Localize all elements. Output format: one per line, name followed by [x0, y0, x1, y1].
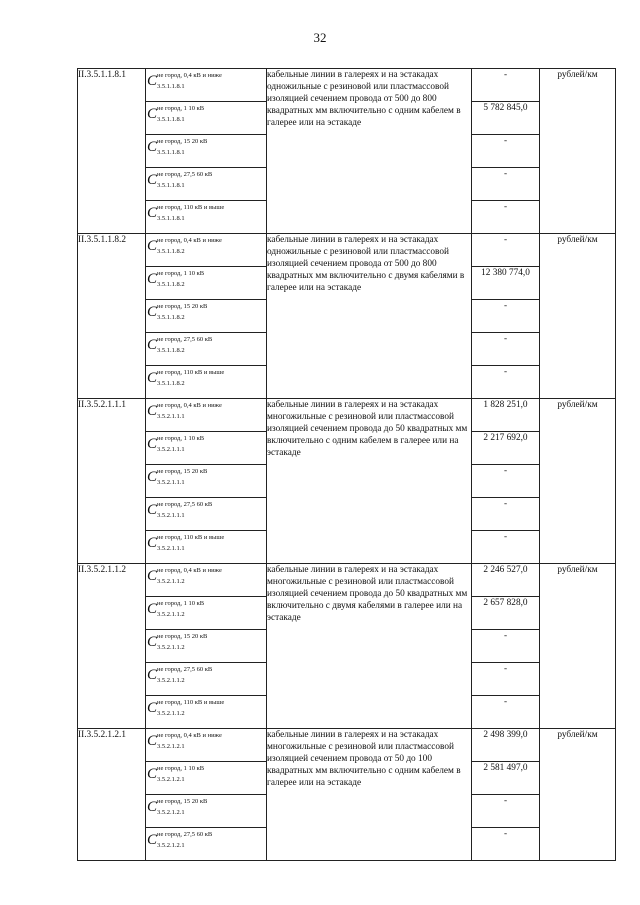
rate-value: - [472, 465, 540, 498]
symbol-subscript: 3.5.2.1.1.2 [157, 644, 185, 651]
symbol-subscript: 3.5.1.1.8.2 [157, 347, 185, 354]
symbol-subscript: 3.5.1.1.8.1 [157, 215, 185, 222]
rate-symbol [146, 762, 267, 795]
c-symbol: C [147, 832, 158, 848]
rate-value: - [472, 498, 540, 531]
c-symbol: C [147, 304, 158, 320]
rate-value: - [472, 366, 540, 399]
unit-label: рублей/км [540, 729, 616, 861]
c-symbol: C [147, 337, 158, 353]
item-description: кабельные линии в галереях и на эстакадах многожильные с резиновой или пластмассовой изоляцией сечением провода до 50 квадратных мм включительно с одним кабелем в галерее или на эстакаде [267, 399, 472, 564]
c-symbol: C [147, 73, 158, 89]
c-symbol: C [147, 733, 158, 749]
symbol-superscript: не город, 15 20 кВ [157, 798, 208, 805]
symbol-superscript: не город, 27,5 60 кВ [157, 666, 213, 673]
symbol-superscript: не город, 110 кВ и выше [157, 204, 225, 211]
rate-symbol [146, 465, 267, 498]
symbol-superscript: не город, 1 10 кВ [157, 270, 205, 277]
rate-symbol [146, 366, 267, 399]
rate-value: - [472, 69, 540, 102]
rate-symbol [146, 135, 267, 168]
symbol-superscript: не город, 1 10 кВ [157, 600, 205, 607]
rate-symbol [146, 663, 267, 696]
symbol-subscript: 3.5.2.1.2.1 [157, 842, 185, 849]
c-symbol: C [147, 469, 158, 485]
symbol-subscript: 3.5.2.1.1.2 [157, 578, 185, 585]
rate-symbol [146, 564, 267, 597]
rate-symbol [146, 234, 267, 267]
rate-symbol [146, 828, 267, 861]
symbol-subscript: 3.5.2.1.2.1 [157, 809, 185, 816]
rate-value: 2 581 497,0 [472, 762, 540, 795]
rate-value: 2 217 692,0 [472, 432, 540, 465]
symbol-superscript: не город, 1 10 кВ [157, 765, 205, 772]
symbol-superscript: не город, 1 10 кВ [157, 435, 205, 442]
symbol-subscript: 3.5.2.1.1.2 [157, 611, 185, 618]
c-symbol: C [147, 502, 158, 518]
symbol-superscript: не город, 110 кВ и выше [157, 534, 225, 541]
rate-value: - [472, 531, 540, 564]
rate-value: 2 498 399,0 [472, 729, 540, 762]
rate-symbol [146, 597, 267, 630]
symbol-superscript: не город, 0,4 кВ и ниже [157, 237, 222, 244]
symbol-subscript: 3.5.1.1.8.1 [157, 83, 185, 90]
symbol-superscript: не город, 27,5 60 кВ [157, 831, 213, 838]
symbol-superscript: не город, 27,5 60 кВ [157, 171, 213, 178]
rate-symbol [146, 696, 267, 729]
symbol-subscript: 3.5.2.1.1.1 [157, 545, 185, 552]
rate-symbol [146, 102, 267, 135]
rate-symbol [146, 630, 267, 663]
rate-value: - [472, 333, 540, 366]
c-symbol: C [147, 799, 158, 815]
symbol-subscript: 3.5.2.1.1.1 [157, 479, 185, 486]
table-row [78, 69, 616, 102]
unit-label: рублей/км [540, 234, 616, 399]
rate-symbol [146, 69, 267, 102]
rate-value: - [472, 168, 540, 201]
symbol-subscript: 3.5.1.1.8.1 [157, 116, 185, 123]
symbol-superscript: не город, 15 20 кВ [157, 633, 208, 640]
c-symbol: C [147, 667, 158, 683]
rate-value: - [472, 663, 540, 696]
rate-symbol [146, 399, 267, 432]
unit-label: рублей/км [540, 69, 616, 234]
symbol-superscript: не город, 27,5 60 кВ [157, 501, 213, 508]
symbol-superscript: не город, 0,4 кВ и ниже [157, 567, 222, 574]
item-code: II.3.5.1.1.8.1 [78, 69, 146, 234]
rate-value: 2 246 527,0 [472, 564, 540, 597]
item-code: II.3.5.2.1.1.1 [78, 399, 146, 564]
c-symbol: C [147, 700, 158, 716]
symbol-subscript: 3.5.2.1.2.1 [157, 776, 185, 783]
rates-table [77, 68, 616, 861]
rate-value: - [472, 795, 540, 828]
symbol-superscript: не город, 27,5 60 кВ [157, 336, 213, 343]
item-description: кабельные линии в галереях и на эстакадах многожильные с резиновой или пластмассовой изоляцией сечением провода до 50 квадратных мм включительно с двумя кабелями в галерее или на эстакаде [267, 564, 472, 729]
c-symbol: C [147, 568, 158, 584]
table-row [78, 729, 616, 762]
symbol-superscript: не город, 15 20 кВ [157, 138, 208, 145]
rate-value: 5 782 845,0 [472, 102, 540, 135]
unit-label: рублей/км [540, 399, 616, 564]
rate-symbol [146, 531, 267, 564]
symbol-subscript: 3.5.2.1.1.1 [157, 446, 185, 453]
rate-symbol [146, 267, 267, 300]
rate-value: - [472, 201, 540, 234]
symbol-subscript: 3.5.2.1.1.2 [157, 677, 185, 684]
symbol-superscript: не город, 0,4 кВ и ниже [157, 72, 222, 79]
rate-value: - [472, 135, 540, 168]
table-row [78, 234, 616, 267]
c-symbol: C [147, 139, 158, 155]
symbol-superscript: не город, 15 20 кВ [157, 303, 208, 310]
symbol-superscript: не город, 110 кВ и выше [157, 369, 225, 376]
item-code: II.3.5.2.1.1.2 [78, 564, 146, 729]
c-symbol: C [147, 370, 158, 386]
symbol-superscript: не город, 15 20 кВ [157, 468, 208, 475]
rate-symbol [146, 498, 267, 531]
item-description: кабельные линии в галереях и на эстакадах многожильные с резиновой или пластмассовой изоляцией сечением провода от 50 до 100 квадратных мм включительно с одним кабелем в галерее или на эстакаде [267, 729, 472, 861]
rate-symbol [146, 300, 267, 333]
rate-symbol [146, 432, 267, 465]
c-symbol: C [147, 271, 158, 287]
rate-value: 12 380 774,0 [472, 267, 540, 300]
symbol-superscript: не город, 0,4 кВ и ниже [157, 732, 222, 739]
symbol-superscript: не город, 0,4 кВ и ниже [157, 402, 222, 409]
symbol-subscript: 3.5.2.1.1.1 [157, 413, 185, 420]
item-code: II.3.5.1.1.8.2 [78, 234, 146, 399]
rate-value: - [472, 630, 540, 663]
c-symbol: C [147, 238, 158, 254]
rate-symbol [146, 168, 267, 201]
c-symbol: C [147, 205, 158, 221]
rate-value: 2 657 828,0 [472, 597, 540, 630]
symbol-subscript: 3.5.2.1.1.1 [157, 512, 185, 519]
symbol-subscript: 3.5.1.1.8.2 [157, 248, 185, 255]
rate-symbol [146, 201, 267, 234]
rate-symbol [146, 795, 267, 828]
rate-value: - [472, 828, 540, 861]
c-symbol: C [147, 172, 158, 188]
table-row [78, 564, 616, 597]
symbol-subscript: 3.5.2.1.2.1 [157, 743, 185, 750]
item-description: кабельные линии в галереях и на эстакадах одножильные с резиновой или пластмассовой изоляцией сечением провода от 500 до 800 квадратных мм включительно с двумя кабелями в галерее или на эстакаде [267, 234, 472, 399]
c-symbol: C [147, 601, 158, 617]
symbol-subscript: 3.5.1.1.8.2 [157, 380, 185, 387]
item-code: II.3.5.2.1.2.1 [78, 729, 146, 861]
rate-value: - [472, 696, 540, 729]
rate-value: - [472, 234, 540, 267]
symbol-subscript: 3.5.1.1.8.2 [157, 314, 185, 321]
c-symbol: C [147, 106, 158, 122]
table-row [78, 399, 616, 432]
c-symbol: C [147, 403, 158, 419]
unit-label: рублей/км [540, 564, 616, 729]
c-symbol: C [147, 436, 158, 452]
c-symbol: C [147, 766, 158, 782]
symbol-subscript: 3.5.1.1.8.2 [157, 281, 185, 288]
item-description: кабельные линии в галереях и на эстакадах одножильные с резиновой или пластмассовой изоляцией сечением провода от 500 до 800 квадратных мм включительно с одним кабелем в галерее или на эстакаде [267, 69, 472, 234]
rate-value: 1 828 251,0 [472, 399, 540, 432]
symbol-subscript: 3.5.2.1.1.2 [157, 710, 185, 717]
symbol-superscript: не город, 1 10 кВ [157, 105, 205, 112]
symbol-subscript: 3.5.1.1.8.1 [157, 182, 185, 189]
c-symbol: C [147, 634, 158, 650]
symbol-superscript: не город, 110 кВ и выше [157, 699, 225, 706]
rate-symbol [146, 729, 267, 762]
rate-value: - [472, 300, 540, 333]
rate-symbol [146, 333, 267, 366]
symbol-subscript: 3.5.1.1.8.1 [157, 149, 185, 156]
page-number: 32 [313, 30, 327, 45]
c-symbol: C [147, 535, 158, 551]
